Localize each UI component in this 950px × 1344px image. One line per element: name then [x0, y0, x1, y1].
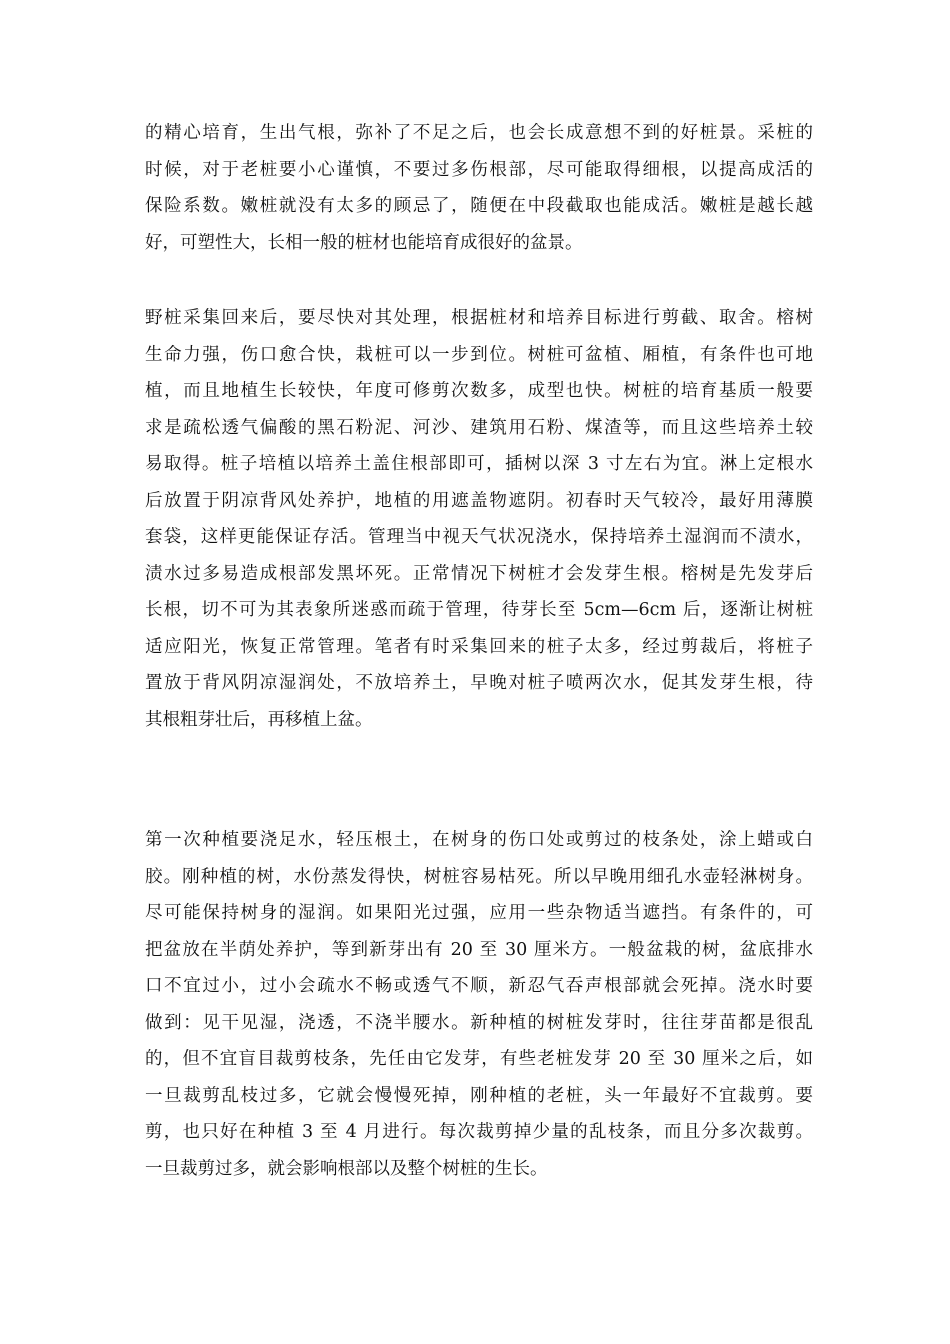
text-line: 第一次种植要浇足水，轻压根土，在树身的伤口处或剪过的枝条处，涂上蜡或白: [145, 830, 813, 850]
text-line: 一旦裁剪过多，就会影响根部以及整个树桩的生长。: [145, 1158, 548, 1179]
text-line: 长根，切不可为其表象所迷惑而疏于管理，待芽长至 5cm—6cm 后，逐渐让树桩: [145, 600, 813, 620]
text-line: 剪，也只好在种植 3 至 4 月进行。每次裁剪掉少量的乱枝条，而且分多次裁剪。: [145, 1122, 813, 1142]
text-line: 植，而且地植生长较快，年度可修剪次数多，成型也快。树桩的培育基质一般要: [145, 381, 813, 401]
text-line: 好，可塑性大，长相一般的桩材也能培育成很好的盆景。: [145, 232, 583, 253]
text-line: 保险系数。嫩桩就没有太多的顾忌了，随便在中段截取也能成活。嫩桩是越长越: [145, 196, 813, 216]
text-line: 其根粗芽壮后，再移植上盆。: [145, 709, 373, 730]
text-line: 时候，对于老桩要小心谨慎，不要过多伤根部，尽可能取得细根，以提高成活的: [145, 159, 813, 180]
text-line: 的，但不宜盲目裁剪枝条，先任由它发芽，有些老桩发芽 20 至 30 厘米之后，如: [145, 1049, 813, 1069]
text-line: 野桩采集回来后，要尽快对其处理，根据桩材和培养目标进行剪截、取舍。榕树: [145, 308, 813, 328]
text-line: 易取得。桩子培植以培养土盖住根部即可，插树以深 3 寸左右为宜。淋上定根水: [145, 454, 813, 474]
paragraph-stump-collection: [145, 115, 813, 261]
text-line: 后放置于阴凉背风处养护，地植的用遮盖物遮阴。初春时天气较冷，最好用薄膜: [145, 490, 813, 511]
text-line: 胶。刚种植的树，水份蒸发得快，树桩容易枯死。所以早晚用细孔水壶轻淋树身。: [145, 866, 813, 887]
text-line: 口不宜过小，过小会疏水不畅或透气不顺，新忍气吞声根部就会死掉。浇水时要: [145, 976, 813, 996]
text-line: 套袋，这样更能保证存活。管理当中视天气状况浇水，保持培养土湿润而不渍水，: [145, 527, 813, 547]
paragraph-first-planting: [145, 822, 813, 1187]
text-line: 尽可能保持树身的湿润。如果阳光过强，应用一些杂物适当遮挡。有条件的，可: [145, 903, 813, 923]
text-line: 一旦裁剪乱枝过多，它就会慢慢死掉，刚种植的老桩，头一年最好不宜裁剪。要: [145, 1085, 813, 1106]
text-line: 适应阳光，恢复正常管理。笔者有时采集回来的桩子太多，经过剪裁后，将桩子: [145, 636, 813, 657]
text-line: 把盆放在半荫处养护，等到新芽出有 20 至 30 厘米方。一般盆栽的树，盆底排水: [145, 939, 813, 960]
text-line: 生命力强，伤口愈合快，栽桩可以一步到位。树桩可盆植、厢植，有条件也可地: [145, 344, 813, 365]
text-line: 置放于背风阴凉湿润处，不放培养土，早晚对桩子喷两次水，促其发芽生根，待: [145, 673, 813, 693]
paragraph-stump-processing: [145, 300, 813, 738]
text-line: 做到：见干见湿，浇透，不浇半腰水。新种植的树桩发芽时，往往芽苗都是很乱: [145, 1012, 813, 1033]
text-line: 的精心培育，生出气根，弥补了不足之后，也会长成意想不到的好桩景。采桩的: [145, 123, 813, 143]
text-line: 渍水过多易造成根部发黑坏死。正常情况下树桩才会发芽生根。榕树是先发芽后: [145, 563, 813, 584]
text-line: 求是疏松透气偏酸的黑石粉泥、河沙、建筑用石粉、煤渣等，而且这些培养土较: [145, 417, 813, 438]
